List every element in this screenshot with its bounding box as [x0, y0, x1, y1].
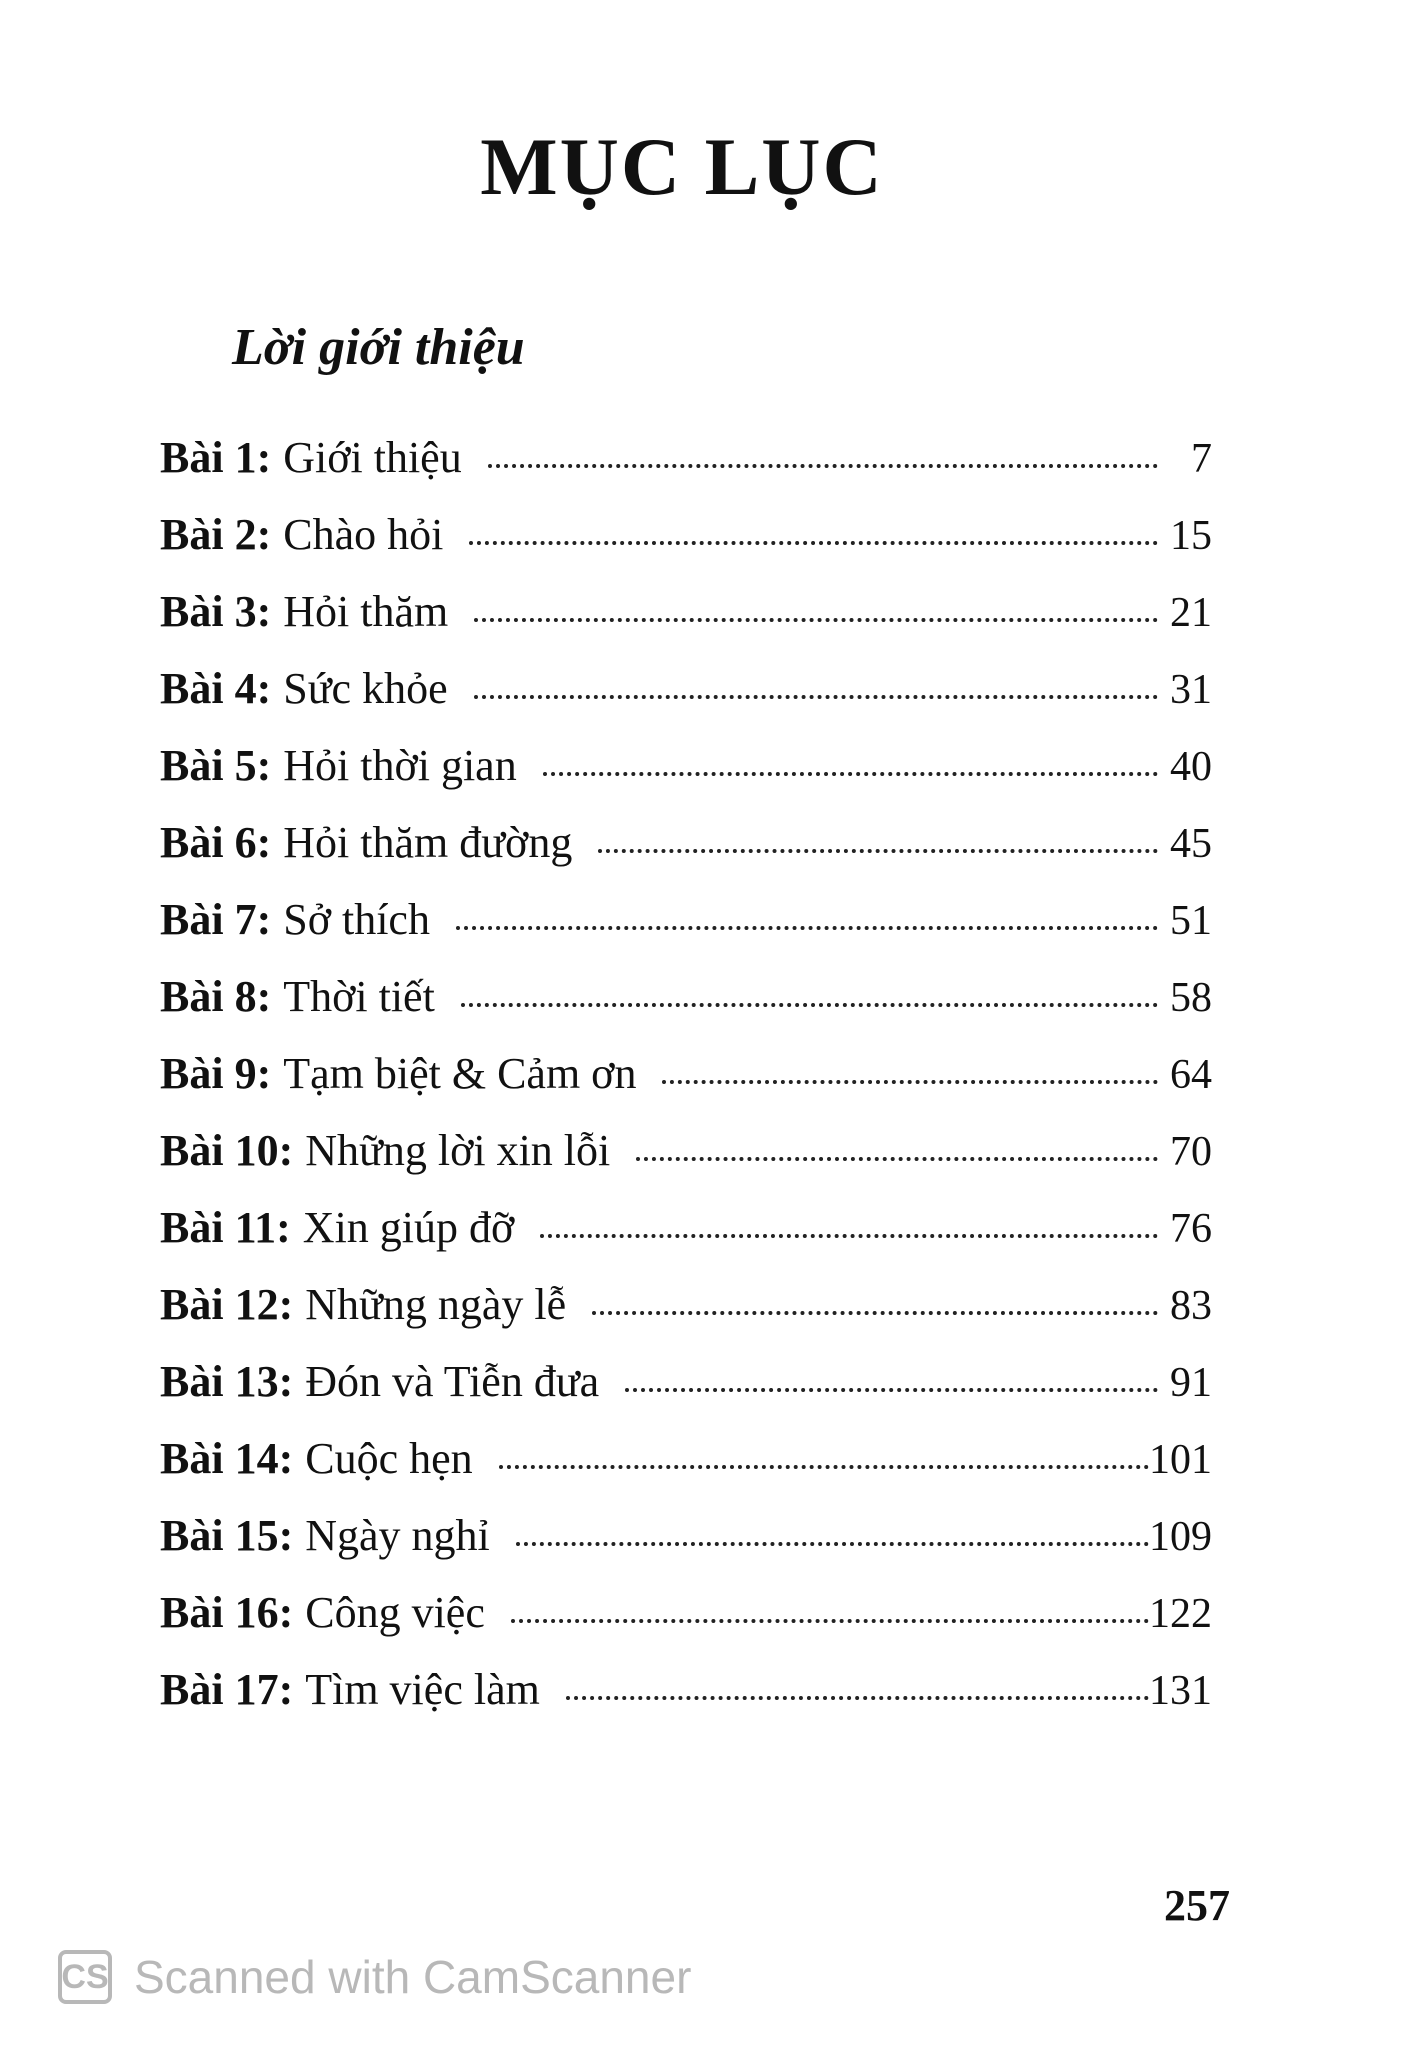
- toc-entry: [160, 509, 1212, 586]
- toc-entry: [160, 1433, 1212, 1510]
- dot-leader: [625, 1388, 1158, 1392]
- toc-entry-label: Bài 13:: [160, 1357, 294, 1406]
- dot-leader: [543, 772, 1158, 776]
- toc-entry-label: Bài 12:: [160, 1280, 294, 1329]
- toc-entry-page: 7: [1191, 436, 1212, 482]
- toc-entry-label: Bài 2:: [160, 510, 272, 559]
- toc-entry-title: Ngày nghỉ: [305, 1511, 490, 1560]
- toc-entry-label: Bài 5:: [160, 741, 272, 790]
- toc-entry-label: Bài 6:: [160, 818, 272, 867]
- toc-entry-title: Những ngày lễ: [305, 1280, 567, 1329]
- toc-entry-page: 76: [1170, 1206, 1212, 1252]
- toc-entry-title: Xin giúp đỡ: [302, 1203, 515, 1252]
- toc-entry: [160, 894, 1212, 971]
- dot-leader: [662, 1080, 1158, 1084]
- toc-entry-page: 64: [1170, 1052, 1212, 1098]
- dot-leader: [540, 1234, 1158, 1238]
- toc-entry-label: Bài 15:: [160, 1511, 294, 1560]
- dot-leader: [474, 618, 1158, 622]
- toc-entry-label: Bài 14:: [160, 1434, 294, 1483]
- camscanner-logo-icon: CS: [58, 1950, 112, 2004]
- toc-entry-label: Bài 11:: [160, 1203, 291, 1252]
- toc-entry-title: Giới thiệu: [283, 433, 462, 482]
- toc-entry-title: Sức khỏe: [283, 664, 448, 713]
- dot-leader: [461, 1003, 1158, 1007]
- page-number: 257: [1164, 1881, 1230, 1930]
- toc-entry-label: Bài 3:: [160, 587, 272, 636]
- toc-entry-page: 31: [1170, 667, 1212, 713]
- toc-entry-title: Tìm việc làm: [305, 1665, 540, 1714]
- page-title: MỤC LỤC: [480, 121, 884, 212]
- toc-entry-page: 21: [1170, 590, 1212, 636]
- toc-entry-page: 122: [1149, 1591, 1212, 1637]
- toc-entry: [160, 1510, 1212, 1587]
- intro-heading: Lời giới thiệu: [232, 319, 525, 376]
- toc-entry-title: Hỏi thăm đường: [283, 818, 573, 867]
- toc-entry-page: 70: [1170, 1129, 1212, 1175]
- toc-entry-title: Hỏi thời gian: [283, 741, 517, 790]
- toc-entry-page: 109: [1149, 1514, 1212, 1560]
- toc-entry: [160, 971, 1212, 1048]
- toc-entry-label: Bài 4:: [160, 664, 272, 713]
- toc-entry-title: Công việc: [305, 1588, 485, 1637]
- dot-leader: [499, 1465, 1149, 1469]
- toc-entry-title: Hỏi thăm: [283, 587, 449, 636]
- dot-leader: [474, 695, 1158, 699]
- toc-entry-page: 15: [1170, 513, 1212, 559]
- dot-leader: [636, 1157, 1158, 1161]
- toc-entry: [160, 1125, 1212, 1202]
- toc-entry-title: Cuộc hẹn: [305, 1434, 473, 1483]
- toc-entry-page: 91: [1170, 1360, 1212, 1406]
- toc-entry: [160, 817, 1212, 894]
- toc-entry: [160, 1279, 1212, 1356]
- toc-entry-label: Bài 9:: [160, 1049, 272, 1098]
- dot-leader: [456, 926, 1158, 930]
- toc-entry-title: Sở thích: [283, 895, 430, 944]
- toc-entry-label: Bài 16:: [160, 1588, 294, 1637]
- toc-entry-page: 58: [1170, 975, 1212, 1021]
- toc-entry-page: 83: [1170, 1283, 1212, 1329]
- watermark-text: Scanned with CamScanner: [134, 1951, 692, 2003]
- dot-leader: [516, 1542, 1149, 1546]
- toc-entry-page: 101: [1149, 1437, 1212, 1483]
- toc-entry-label: Bài 7:: [160, 895, 272, 944]
- dot-leader: [469, 541, 1158, 545]
- toc-entry: [160, 1202, 1212, 1279]
- dot-leader: [566, 1696, 1149, 1700]
- toc-entry-title: Thời tiết: [283, 972, 435, 1021]
- dot-leader: [488, 464, 1158, 468]
- toc-entry-page: 45: [1170, 821, 1212, 867]
- toc-entry-title: Tạm biệt & Cảm ơn: [283, 1049, 637, 1098]
- dot-leader: [598, 849, 1158, 853]
- toc-entry-label: Bài 10:: [160, 1126, 294, 1175]
- toc-entry-title: Đón và Tiễn đưa: [305, 1357, 600, 1406]
- toc-entry-title: Chào hỏi: [283, 510, 444, 559]
- camscanner-watermark: [58, 1950, 691, 2004]
- dot-leader: [511, 1619, 1149, 1623]
- toc-entry-page: 40: [1170, 744, 1212, 790]
- toc-entry-label: Bài 8:: [160, 972, 272, 1021]
- toc-entry: [160, 1356, 1212, 1433]
- toc-entry-page: 131: [1149, 1668, 1212, 1714]
- table-of-contents: [160, 432, 1212, 1741]
- dot-leader: [592, 1311, 1158, 1315]
- toc-entry-page: 51: [1170, 898, 1212, 944]
- toc-entry: [160, 1048, 1212, 1125]
- toc-entry: [160, 1664, 1212, 1741]
- toc-entry-label: Bài 1:: [160, 433, 272, 482]
- toc-entry-title: Những lời xin lỗi: [305, 1126, 611, 1175]
- toc-entry: [160, 740, 1212, 817]
- toc-entry: [160, 586, 1212, 663]
- toc-entry: [160, 663, 1212, 740]
- toc-entry-label: Bài 17:: [160, 1665, 294, 1714]
- toc-entry: [160, 432, 1212, 509]
- toc-entry: [160, 1587, 1212, 1664]
